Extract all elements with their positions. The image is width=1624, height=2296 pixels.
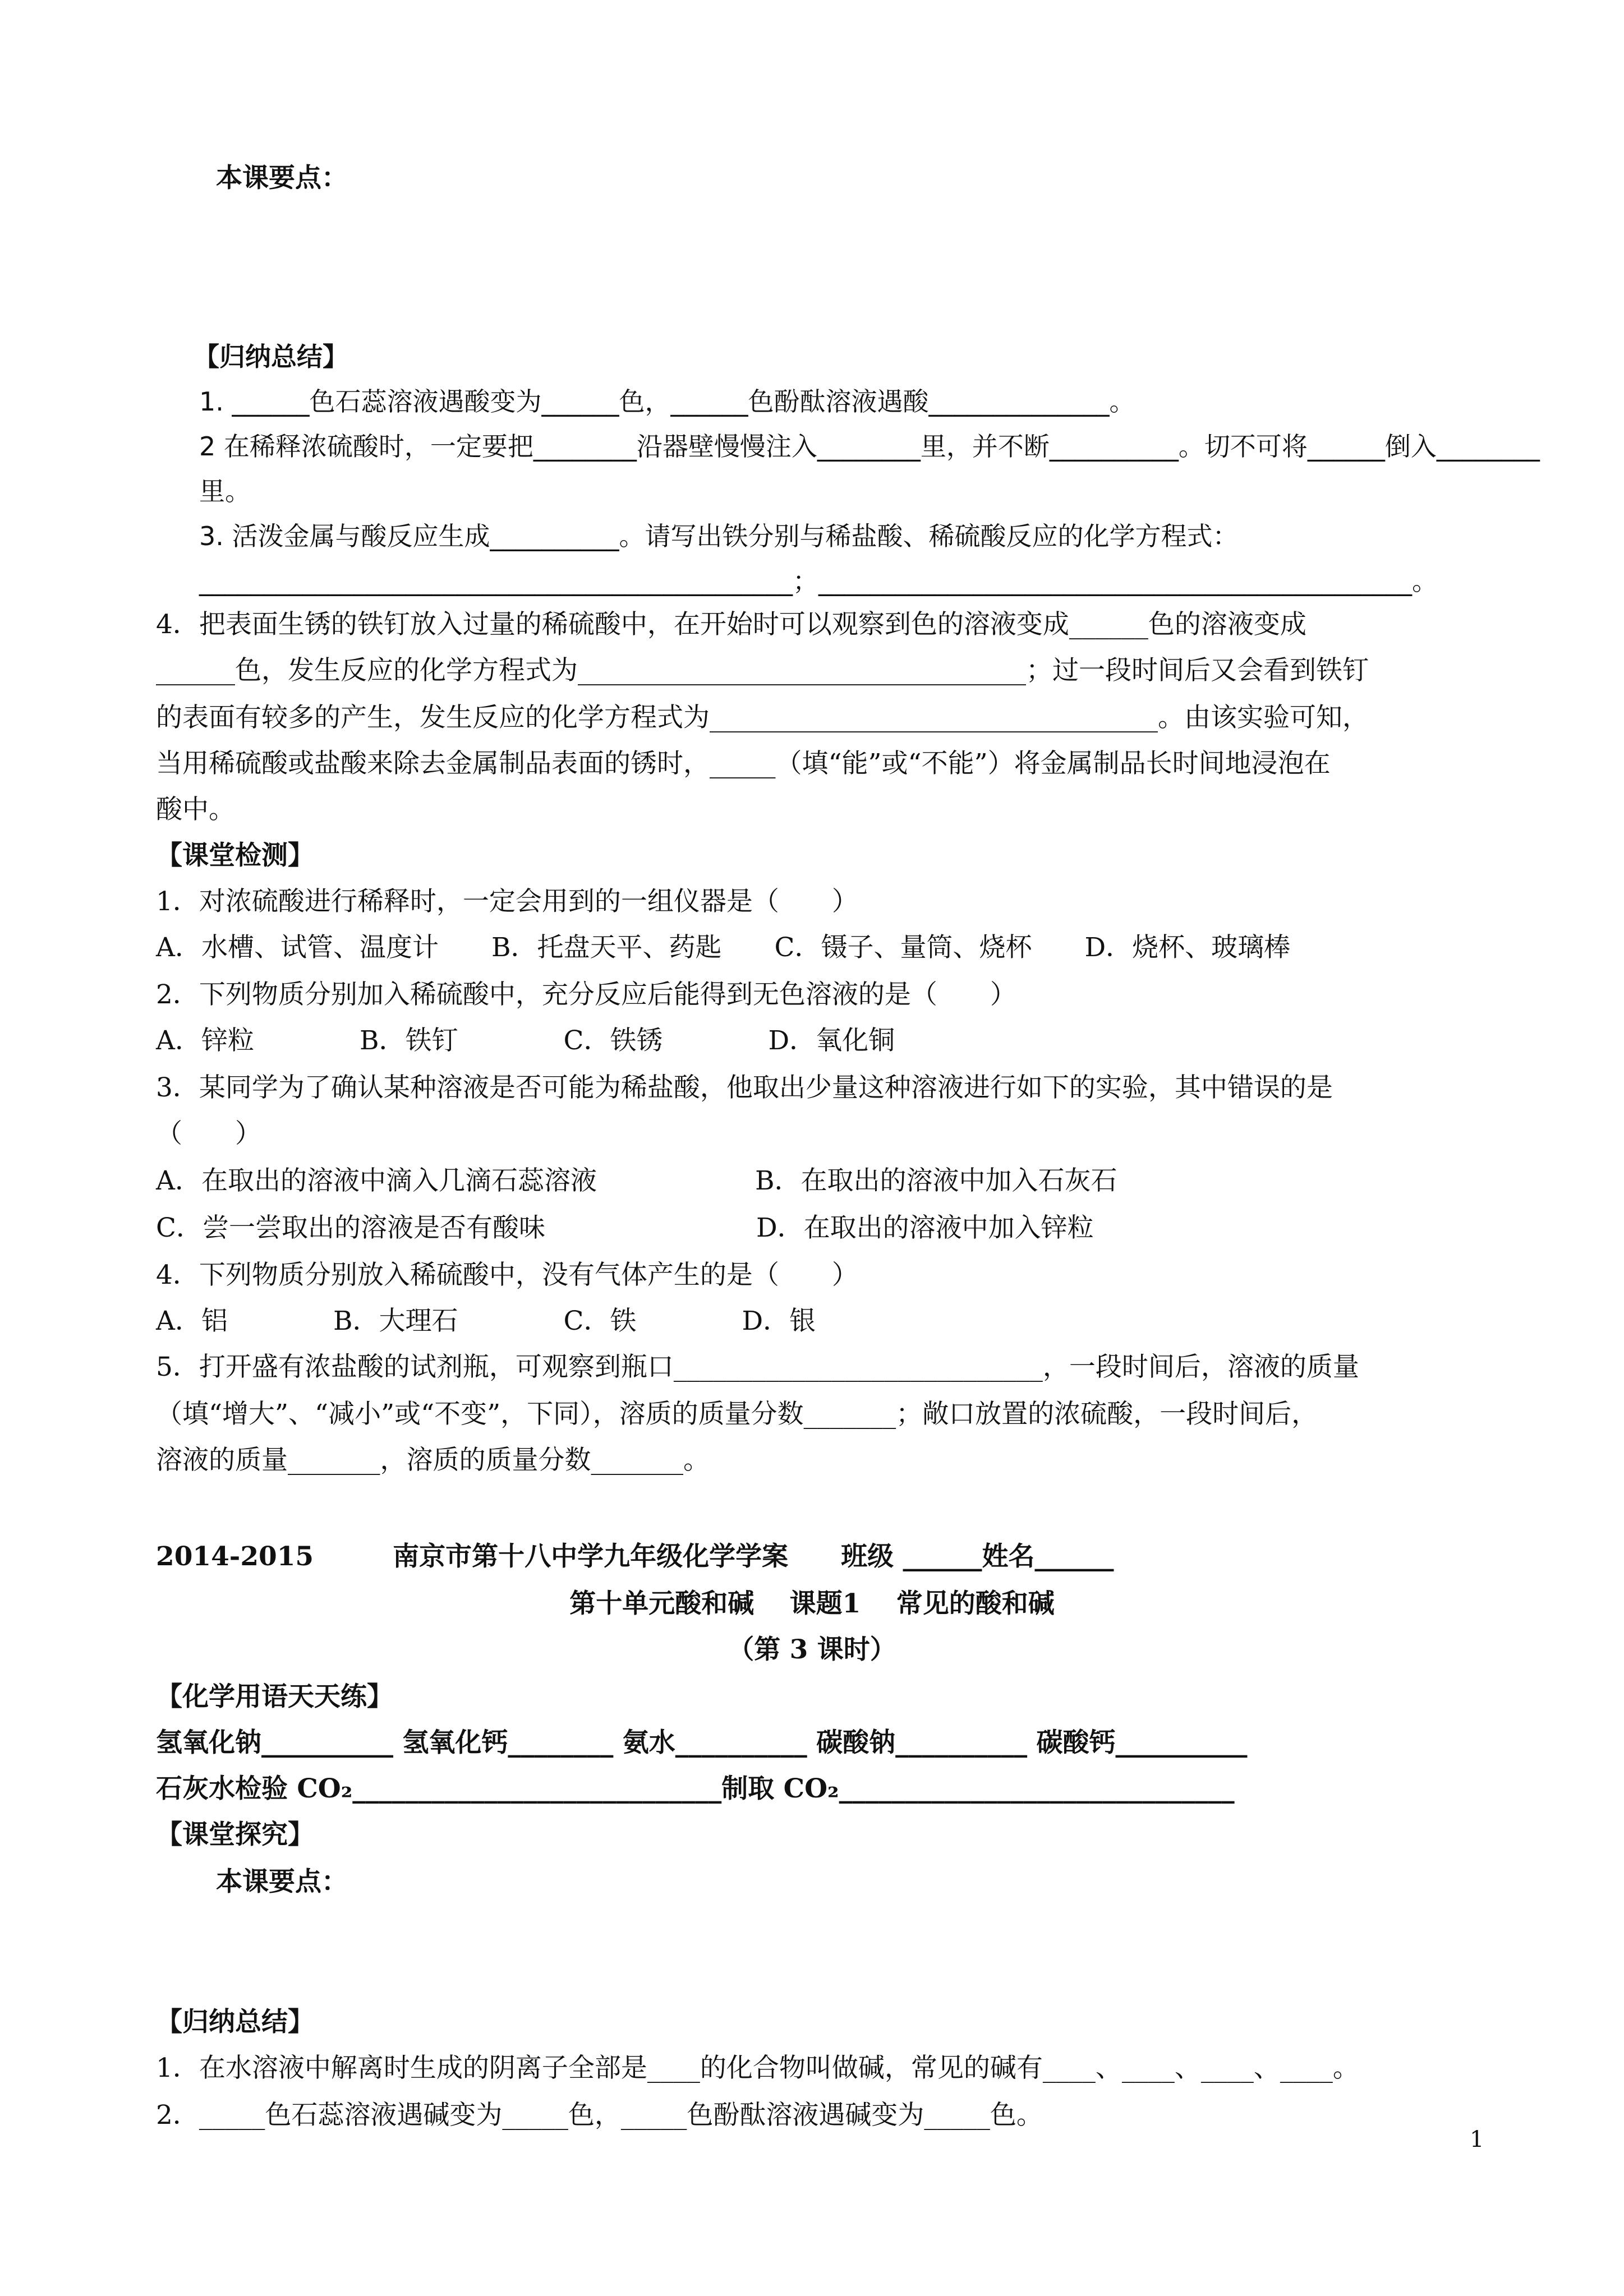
key-points-label-2: 本课要点： (216, 1866, 348, 1897)
key-points-label-1: 本课要点： (216, 163, 348, 193)
quiz-q3: 3．某同学为了确认某种溶液是否可能为稀盐酸，他取出少量这种溶液进行如下的实验，其中错误的是 (156, 1072, 1333, 1103)
quiz-q1: 1．对浓硫酸进行稀释时，一定会用到的一组仪器是（ ） (156, 886, 858, 917)
summary-2-item-2: 2．_____色石蕊溶液遇碱变为_____色，_____色酚酞溶液遇碱变为_____色。 (156, 2100, 1043, 2131)
quiz-q5-line-2: （填“增大”、“减小”或“不变”，下同），溶质的质量分数_______；敞口放置的浓硫酸，一段时间后， (156, 1399, 1318, 1430)
summary-1-item-2-cont: 里。 (199, 476, 251, 506)
explore-heading: 【课堂探究】 (156, 1819, 314, 1850)
page-number: 1 (1470, 2127, 1484, 2152)
summary-1-item-4-line-2: ______色，发生反应的化学方程式为__________________________________；过一段时间后又会看到铁钉 (156, 655, 1369, 686)
summary-1-item-3: 3. 活泼金属与酸反应生成__________。请写出铁分别与稀盐酸、稀硫酸反应的化学方程式： (199, 521, 1239, 551)
quiz-q4: 4．下列物质分别放入稀硫酸中，没有气体产生的是（ ） (156, 1260, 858, 1290)
handout-header: 2014-2015 南京市第十八中学九年级化学学案 班级 ______姓名______ (156, 1541, 1114, 1572)
practice-heading: 【化学用语天天练】 (156, 1681, 393, 1712)
lesson-number: （第 3 课时） (728, 1634, 896, 1665)
quiz-q2: 2．下列物质分别加入稀硫酸中，充分反应后能得到无色溶液的是（ ） (156, 979, 1016, 1010)
summary-1-item-4-line-4: 当用稀硫酸或盐酸来除去金属制品表面的锈时，_____（填“能”或“不能”）将金属制品长时间地浸泡在 (156, 748, 1331, 779)
quiz-q4-options: A．铝 B．大理石 C．铁 D．银 (156, 1306, 816, 1336)
summary-heading-2: 【归纳总结】 (156, 2007, 314, 2037)
quiz-heading: 【课堂检测】 (156, 840, 314, 871)
summary-1-item-1: 1. ______色石蕊溶液遇酸变为______色，______色酚酞溶液遇酸______________。 (199, 386, 1135, 417)
quiz-q3-bracket: （ ） (156, 1118, 261, 1149)
quiz-q1-options: A．水槽、试管、温度计 B．托盘天平、药匙 C．镊子、量筒、烧杯 D．烧杯、玻璃棒 (156, 932, 1291, 963)
summary-1-item-3-equations: ______________________________________________；______________________________________________。 (199, 566, 1438, 596)
unit-title: 第十单元酸和碱 课题1 常见的酸和碱 (569, 1588, 1055, 1619)
quiz-q2-options: A．锌粒 B．铁钉 C．铁锈 D．氧化铜 (156, 1025, 895, 1056)
quiz-q3-options-cd: C．尝一尝取出的溶液是否有酸味 D．在取出的溶液中加入锌粒 (156, 1212, 1094, 1243)
quiz-q5-line-1: 5．打开盛有浓盐酸的试剂瓶，可观察到瓶口____________________________，一段时间后，溶液的质量 (156, 1352, 1359, 1382)
practice-row-1: 氢氧化钠__________ 氢氧化钙________ 氨水__________ 碳酸钠__________ 碳酸钙__________ (156, 1727, 1248, 1758)
quiz-q3-options-ab: A．在取出的溶液中滴入几滴石蕊溶液 B．在取出的溶液中加入石灰石 (156, 1165, 1117, 1196)
summary-1-item-4-line-1: 4．把表面生锈的铁钉放入过量的稀硫酸中，在开始时可以观察到色的溶液变成______色的溶液变成 (156, 609, 1306, 640)
summary-1-item-4-line-3: 的表面有较多的产生，发生反应的化学方程式为__________________________________。由该实验可知， (156, 702, 1369, 733)
summary-2-item-1: 1．在水溶液中解离时生成的阴离子全部是____的化合物叫做碱，常见的碱有____、____、____、____。 (156, 2053, 1359, 2083)
quiz-q5-line-3: 溶液的质量_______，溶质的质量分数_______。 (156, 1445, 710, 1476)
summary-1-item-4-line-5: 酸中。 (156, 794, 235, 825)
summary-heading-1: 【归纳总结】 (194, 342, 348, 372)
practice-row-2: 石灰水检验 CO₂____________________________制取 CO₂______________________________ (156, 1773, 1235, 1804)
summary-1-item-2: 2 在稀释浓硫酸时，一定要把________沿器壁慢慢注入________里，并不断__________。切不可将______倒入________ (199, 431, 1540, 462)
